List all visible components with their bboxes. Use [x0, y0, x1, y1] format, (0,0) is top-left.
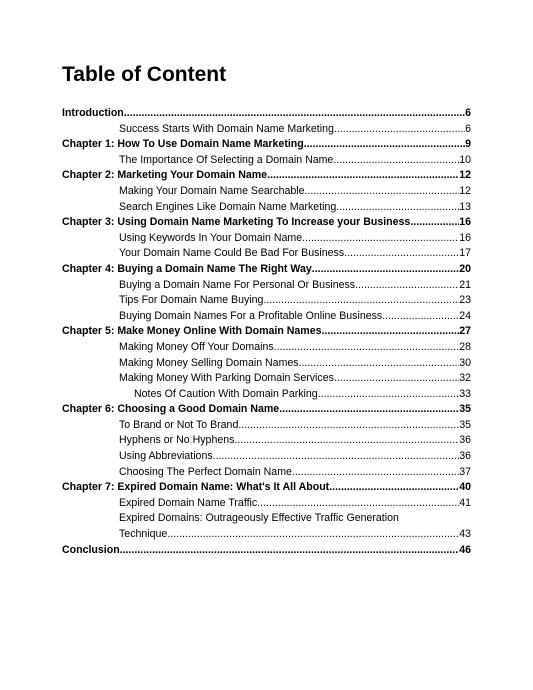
- toc-label: Search Engines Like Domain Name Marketing: [119, 200, 337, 213]
- toc-page-number: 37: [459, 465, 471, 478]
- toc-page-number: 36: [459, 450, 471, 463]
- toc-section-entry[interactable]: [62, 371, 471, 387]
- toc-page-number: 10: [459, 153, 471, 166]
- toc-page-number: 20: [459, 262, 471, 275]
- dot-leader: [299, 356, 460, 372]
- toc-chapter-entry[interactable]: [62, 543, 471, 559]
- toc-section-entry[interactable]: [62, 511, 471, 542]
- toc-page-number: 41: [459, 496, 471, 509]
- toc-page-number: 36: [459, 434, 471, 447]
- toc-section-entry[interactable]: [62, 122, 471, 138]
- toc-page-number: 35: [459, 403, 471, 416]
- toc-label: Hyphens or No Hyphens: [119, 434, 235, 447]
- toc-label: To Brand or Not To Brand: [119, 418, 239, 431]
- toc-chapter-entry[interactable]: [62, 480, 471, 496]
- toc-section-entry[interactable]: [62, 200, 471, 216]
- toc-label: Using Keywords In Your Domain Name: [119, 231, 303, 244]
- dot-leader: [336, 200, 459, 216]
- toc-section-entry[interactable]: [62, 418, 471, 434]
- toc-section-entry[interactable]: [62, 465, 471, 481]
- toc-label: Making Money Selling Domain Names: [119, 356, 299, 369]
- toc-label: Chapter 3: Using Domain Name Marketing To Increase your Business: [62, 216, 411, 229]
- dot-leader: [279, 402, 459, 418]
- toc-label-continuation: Technique: [119, 528, 168, 541]
- dot-leader: [355, 278, 459, 294]
- toc-label: Conclusion: [62, 543, 120, 556]
- toc-label: Making Your Domain Name Searchable: [119, 184, 305, 197]
- dot-leader: [124, 106, 465, 122]
- dot-leader: [257, 496, 459, 512]
- toc-page-number: 40: [459, 481, 471, 494]
- toc-section-entry[interactable]: [62, 449, 471, 465]
- page-title: Table of Content: [62, 63, 227, 86]
- toc-label: Using Abbreviations: [119, 450, 213, 463]
- toc-label: Expired Domain Name Traffic: [119, 496, 258, 509]
- toc-label: Chapter 2: Marketing Your Domain Name: [62, 169, 268, 182]
- toc-chapter-entry[interactable]: [62, 262, 471, 278]
- toc-section-entry[interactable]: [62, 433, 471, 449]
- dot-leader: [120, 543, 460, 559]
- toc-label: Introduction: [62, 107, 124, 119]
- dot-leader: [334, 371, 459, 387]
- dot-leader: [267, 168, 459, 184]
- toc-label: Buying a Domain Name For Personal Or Business: [119, 278, 356, 291]
- dot-leader: [318, 387, 460, 403]
- dot-leader: [329, 480, 459, 496]
- toc-section-entry[interactable]: [62, 496, 471, 512]
- toc-page-number: 13: [459, 200, 471, 213]
- toc-page-number: 28: [459, 340, 471, 353]
- toc-chapter-entry[interactable]: [62, 215, 471, 231]
- toc-page-number: 32: [459, 372, 471, 385]
- toc-label: Making Money Off Your Domains: [119, 340, 274, 353]
- toc-page-number: 6: [465, 107, 471, 119]
- dot-leader: [213, 449, 460, 465]
- toc-page-number: 35: [459, 418, 471, 431]
- toc-section-entry[interactable]: [62, 387, 471, 403]
- toc-section-entry[interactable]: [62, 231, 471, 247]
- toc-page-number: 9: [465, 138, 471, 151]
- toc-label: Chapter 4: Buying a Domain Name The Right Way: [62, 262, 312, 275]
- toc-section-entry[interactable]: [62, 356, 471, 372]
- toc-chapter-entry[interactable]: [62, 106, 471, 122]
- toc-page-number: 6: [465, 122, 471, 135]
- toc-page-number: 43: [459, 528, 471, 541]
- toc-page-number: 46: [459, 543, 471, 556]
- toc-page-number: 16: [459, 216, 471, 229]
- dot-leader: [333, 153, 459, 169]
- toc-page: [62, 62, 471, 558]
- dot-leader: [410, 215, 459, 231]
- toc-label: Making Money With Parking Domain Services: [119, 372, 334, 385]
- toc-section-entry[interactable]: [62, 309, 471, 325]
- toc-page-number: 24: [459, 309, 471, 322]
- dot-leader: [302, 231, 459, 247]
- toc-page-number: 30: [459, 356, 471, 369]
- toc-chapter-entry[interactable]: [62, 168, 471, 184]
- dot-leader: [263, 293, 459, 309]
- toc-page-number: 23: [459, 294, 471, 307]
- toc-section-entry[interactable]: [62, 246, 471, 262]
- toc-page-number: 21: [459, 278, 471, 291]
- toc-label: Chapter 6: Choosing a Good Domain Name: [62, 403, 280, 416]
- toc-label: Chapter 5: Make Money Online With Domain Names: [62, 325, 322, 338]
- toc-label: Tips For Domain Name Buying: [119, 294, 264, 307]
- toc-page-number: 17: [459, 247, 471, 260]
- toc-page-number: 16: [459, 231, 471, 244]
- toc-page-number: 12: [459, 184, 471, 197]
- dot-leader: [234, 433, 459, 449]
- toc-label-continuation-line: [119, 527, 471, 543]
- toc-page-number: 27: [459, 325, 471, 338]
- toc-label: Chapter 1: How To Use Domain Name Marketing: [62, 138, 304, 151]
- toc-label: Success Starts With Domain Name Marketing: [119, 122, 334, 135]
- dot-leader: [312, 262, 459, 278]
- toc-chapter-entry[interactable]: [62, 324, 471, 340]
- toc-label: Notes Of Caution With Domain Parking: [134, 387, 318, 400]
- dot-leader: [304, 137, 465, 153]
- dot-leader: [305, 184, 460, 200]
- toc-label: Buying Domain Names For a Profitable Online Business: [119, 309, 383, 322]
- toc-label: Chapter 7: Expired Domain Name: What's It All About: [62, 481, 330, 494]
- toc-label: Expired Domains: Outrageously Effective Traffic Generation: [119, 512, 399, 525]
- toc-page-number: 33: [459, 387, 471, 400]
- dot-leader: [167, 527, 459, 543]
- dot-leader: [274, 340, 460, 356]
- toc-label: The Importance Of Selecting a Domain Name: [119, 153, 334, 166]
- toc-list: [62, 106, 471, 558]
- dot-leader: [238, 418, 459, 434]
- toc-page-number: 12: [459, 169, 471, 182]
- toc-chapter-entry[interactable]: [62, 402, 471, 418]
- toc-section-entry[interactable]: [62, 293, 471, 309]
- toc-section-entry[interactable]: [62, 340, 471, 356]
- dot-leader: [292, 465, 459, 481]
- toc-section-entry[interactable]: [62, 184, 471, 200]
- toc-section-entry[interactable]: [62, 153, 471, 169]
- dot-leader: [322, 324, 460, 340]
- dot-leader: [344, 246, 459, 262]
- toc-section-entry[interactable]: [62, 278, 471, 294]
- dot-leader: [334, 122, 465, 138]
- toc-label: Your Domain Name Could Be Bad For Business: [119, 247, 345, 260]
- toc-chapter-entry[interactable]: [62, 137, 471, 153]
- toc-label: Choosing The Perfect Domain Name: [119, 465, 292, 478]
- dot-leader: [382, 309, 459, 325]
